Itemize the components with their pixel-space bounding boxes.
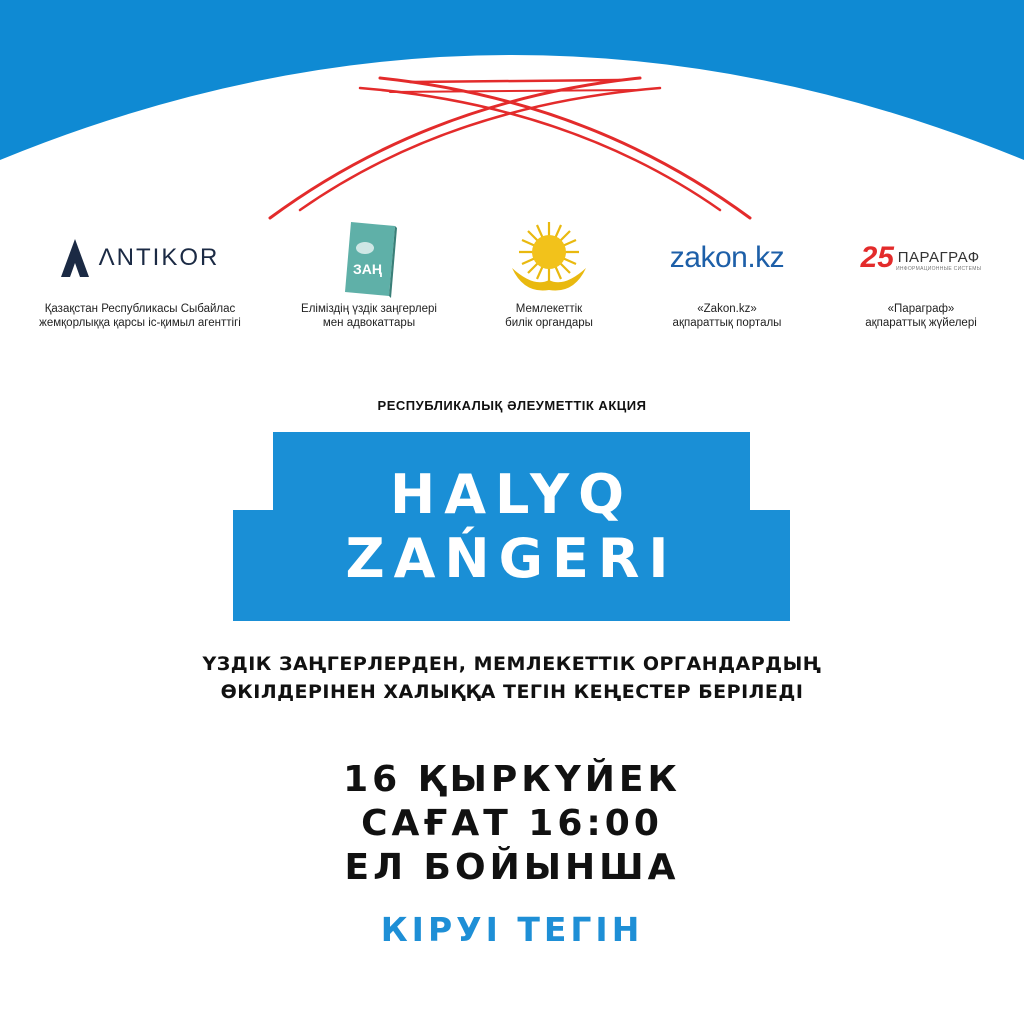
description-line1: ҮЗДІК ЗАҢГЕРЛЕРДЕН, МЕМЛЕКЕТТІК ОРГАНДАРДЫҢ — [202, 653, 822, 675]
partner-caption: Мемлекеттік билік органдары — [505, 303, 593, 329]
antikor-logo — [35, 215, 245, 300]
description-line2: ӨКІЛДЕРІНЕН ХАЛЫҚҚА ТЕГІН КЕҢЕСТЕР БЕРІЛЕДІ — [220, 681, 804, 703]
antikor-icon — [61, 239, 89, 277]
partner-caption: Қазақстан Республикасы Сыбайлас жемқорлыққа қарсы іс-қимыл агенттігі — [39, 303, 241, 329]
partner-zakon — [622, 215, 832, 330]
free-entry-label: КІРУІ ТЕГІН — [380, 910, 644, 949]
partner-caption: «Параграф» ақпараттық жүйелері — [865, 303, 977, 329]
paragraf-logo — [816, 215, 1024, 300]
title-banner — [233, 432, 790, 621]
schedule — [0, 758, 1024, 890]
paragraf-number: 25 — [860, 240, 894, 274]
zakon-wordmark: zakon.kz — [669, 240, 785, 274]
schedule-date: 16 ҚЫРКҮЙЕК — [343, 759, 681, 800]
antikor-wordmark: ΛNTIKOR — [98, 243, 220, 271]
zan-book-icon — [339, 218, 399, 298]
banner-title-line2: ZAŃGERI — [345, 526, 678, 590]
sun-emblem-icon — [504, 218, 594, 298]
schedule-place: ЕЛ БОЙЫНША — [344, 847, 680, 888]
paragraf-wordmark: ПАРАГРАФ — [897, 248, 980, 266]
partner-paragraf — [816, 215, 1024, 330]
schedule-time: САҒАТ 16:00 — [361, 803, 663, 844]
zan-book-logo — [264, 215, 474, 300]
partner-zan — [264, 215, 474, 330]
banner-title-line1: HALYQ — [390, 462, 633, 526]
svg-text:ЗАҢ: ЗАҢ — [353, 260, 382, 277]
campaign-subtitle: РЕСПУБЛИКАЛЫҚ ӘЛЕУМЕТТІК АКЦИЯ — [377, 398, 647, 413]
partner-caption: «Zakon.kz» ақпараттық порталы — [672, 303, 782, 329]
zakon-logo — [622, 215, 832, 300]
description — [0, 650, 1024, 706]
red-arc-emblem-icon — [260, 70, 760, 230]
paragraf-subtext: ИНФОРМАЦИОННЫЕ СИСТЕМЫ — [895, 265, 982, 272]
partner-antikor — [35, 215, 245, 330]
partner-caption: Еліміздің үздік заңгерлері мен адвокаттары — [301, 303, 437, 329]
